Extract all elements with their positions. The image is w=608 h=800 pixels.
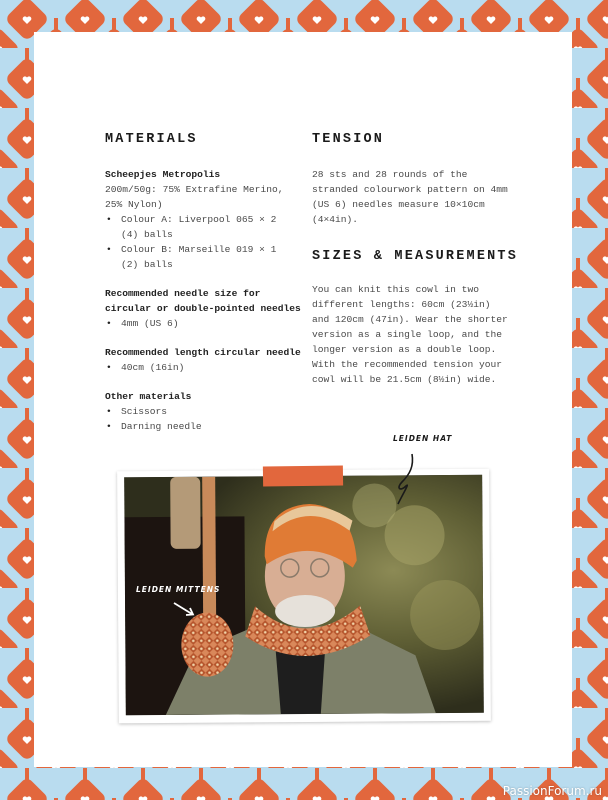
list-item: • Scissors [105,404,305,419]
sizes-line: You can knit this cowl in two [312,284,479,295]
other-materials-heading: Other materials [105,391,192,402]
needle-length-heading: Recommended length circular needle [105,347,301,358]
yarn-list [105,212,305,272]
needle-size-heading: circular or double-pointed needles [105,303,301,314]
label-leiden-hat: LEIDEN HAT [393,434,453,443]
arrow-icon [172,600,198,620]
sizes-line: and 120cm (47in). Wear the shorter [312,314,508,325]
list-item: • Darning needle [105,419,305,434]
needle-length-list [105,360,305,375]
list-item: • 40cm (16in) [105,360,305,375]
other-materials-list [105,404,305,434]
tension-line: stranded colourwork pattern on 4mm [312,184,508,195]
list-item: • Colour A: Liverpool 065 × 2 (4) balls [105,212,305,242]
photo-frame [117,469,491,724]
sizes-line: cowl will be 21.5cm (8½in) wide. [312,374,497,385]
tension-heading: TENSION [312,132,385,147]
yarn-desc-line: 200m/50g: 75% Extrafine Merino, [105,184,284,195]
tension-line: (4×4in). [312,214,359,225]
materials-heading: MATERIALS [105,132,198,147]
yarn-desc-line: 25% Nylon) [105,199,163,210]
sizes-heading: SIZES & MEASUREMENTS [312,249,519,264]
needle-size-heading: Recommended needle size for [105,288,261,299]
list-item: • Colour B: Marseille 019 × 1 (2) balls [105,242,305,272]
tension-line: (US 6) needles measure 10×10cm [312,199,485,210]
materials-section [105,132,305,434]
watermark: PassionForum.ru [502,784,602,798]
tape-strip [263,465,343,486]
label-leiden-mittens: LEIDEN MITTENS [136,585,221,594]
sizes-line: With the recommended tension your [312,359,502,370]
yarn-name: Scheepjes Metropolis [105,169,221,180]
tension-line: 28 sts and 28 rounds of the [312,169,468,180]
arrow-curl-icon [390,452,430,507]
tension-section [312,132,522,387]
sizes-line: different lengths: 60cm (23½in) [312,299,491,310]
sizes-line: version as a single loop, and the [312,329,502,340]
sizes-line: longer version as a double loop. [312,344,497,355]
photo-man-in-knitwear [124,475,484,715]
list-item: • 4mm (US 6) [105,316,305,331]
needle-size-list [105,316,305,331]
